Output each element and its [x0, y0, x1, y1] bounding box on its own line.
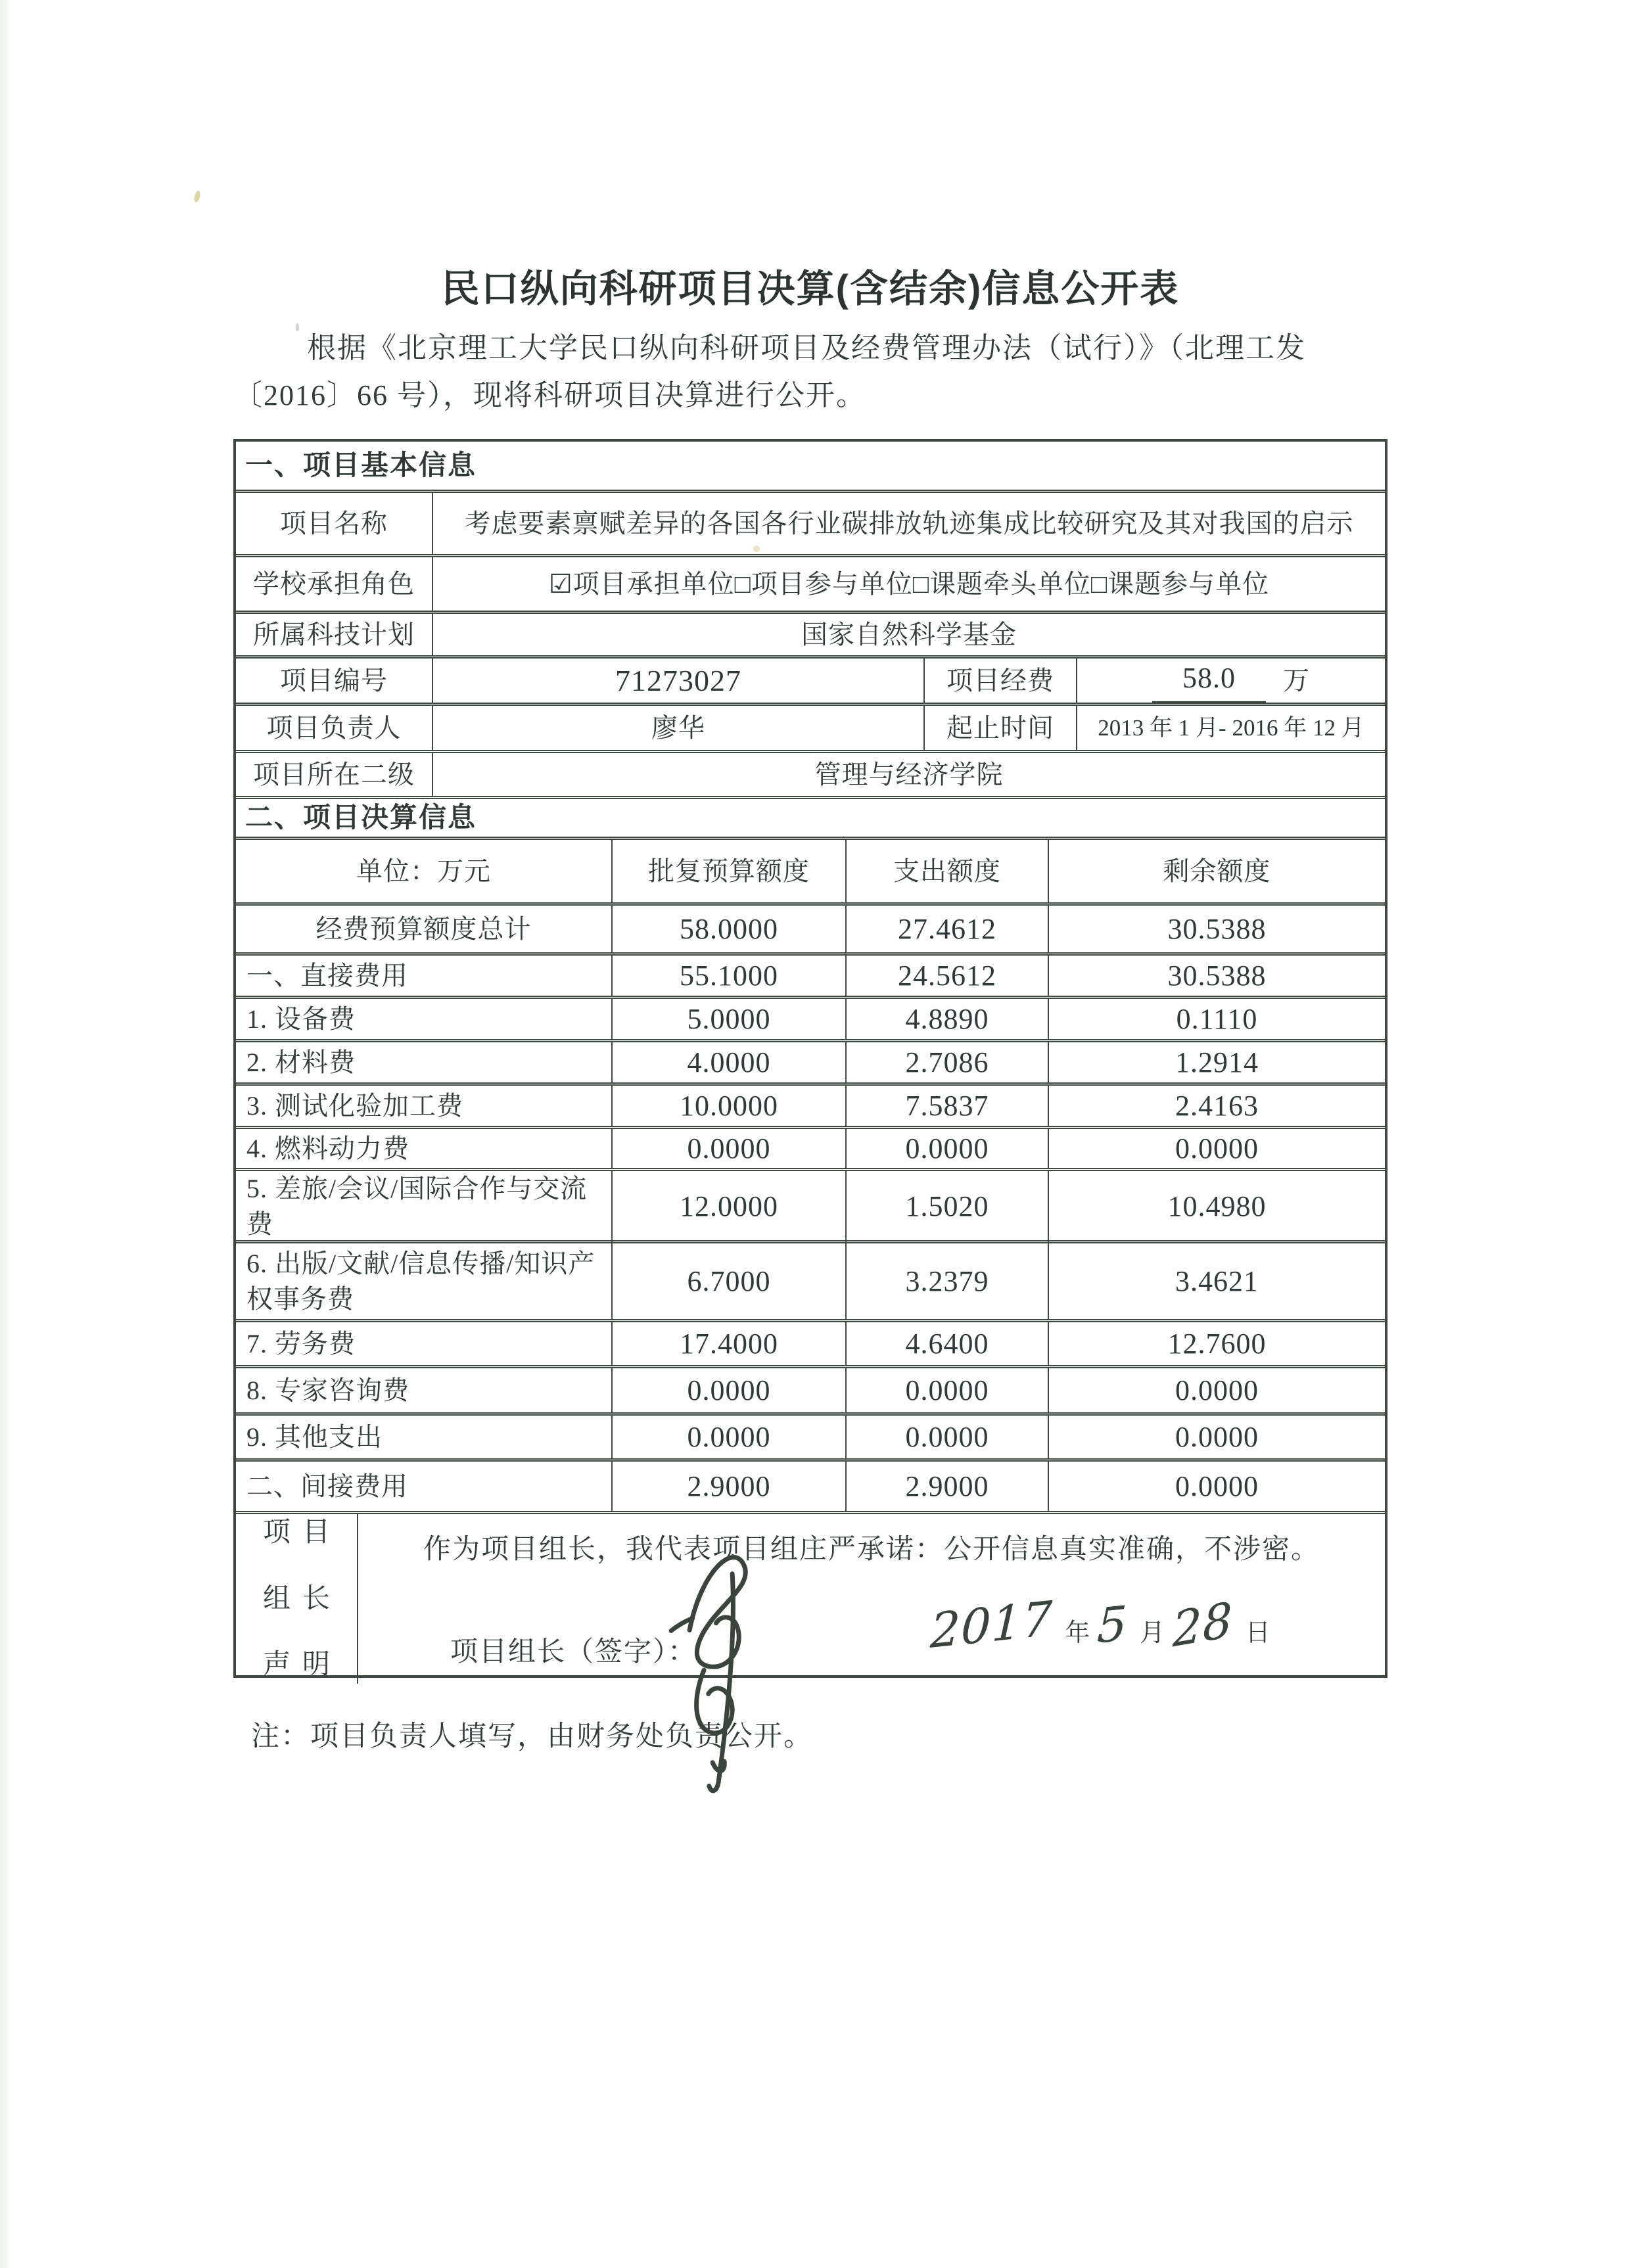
funding-amount: 58.0	[1152, 659, 1266, 703]
department-label: 项目所在二级	[236, 753, 433, 796]
budget-remaining-value: 30.5388	[1167, 912, 1267, 945]
intro-line-1: 根据《北京理工大学民口纵向科研项目及经费管理办法（试行）》（北理工发	[307, 332, 1306, 364]
funding-label: 项目经费	[925, 659, 1077, 703]
budget-row-materials	[236, 1042, 1385, 1086]
budget-col-approved: 批复预算额度	[613, 840, 847, 902]
declaration-header-line: 项目	[262, 1517, 342, 1548]
funding-value	[1077, 659, 1385, 703]
budget-remaining-value: 12.7600	[1167, 1327, 1267, 1360]
budget-row-label: 8. 专家咨询费	[236, 1368, 613, 1412]
program-value: 国家自然科学基金	[801, 619, 1017, 649]
school-role-row	[236, 557, 1385, 614]
budget-col-remaining: 剩余额度	[1163, 856, 1271, 886]
scan-speck	[193, 190, 201, 202]
day-unit: 日	[1245, 1619, 1271, 1647]
budget-spent-value: 24.5612	[847, 956, 1049, 996]
pledge-text: 作为项目组长，我代表项目组庄严承诺：公开信息真实准确，不涉密。	[423, 1535, 1320, 1565]
budget-approved-value: 4.0000	[613, 1042, 847, 1082]
handwritten-date	[929, 1590, 1278, 1659]
project-no-value: 71273027	[433, 659, 925, 703]
budget-spent-value: 2.7086	[847, 1042, 1049, 1082]
budget-row-equipment	[236, 999, 1385, 1042]
budget-remaining-value: 0.0000	[1175, 1132, 1259, 1165]
budget-row-label: 一、直接费用	[236, 956, 613, 996]
budget-remaining-value: 1.2914	[1175, 1046, 1259, 1078]
declaration-header	[236, 1514, 358, 1684]
signature-label: 项目组长（签字）：	[450, 1637, 697, 1667]
leader-value: 廖华	[433, 706, 925, 750]
budget-row-testing	[236, 1086, 1385, 1129]
intro-paragraph	[233, 325, 1364, 419]
budget-row-other	[236, 1416, 1385, 1462]
school-role-label: 学校承担角色	[236, 557, 433, 611]
budget-col-spent: 支出额度	[847, 840, 1049, 902]
project-name-label: 项目名称	[236, 493, 433, 554]
year-unit: 年	[1065, 1619, 1091, 1647]
budget-approved-value: 17.4000	[613, 1322, 847, 1365]
form-table	[233, 439, 1387, 1678]
declaration-header-line: 声明	[262, 1650, 342, 1680]
budget-spent-value: 0.0000	[847, 1416, 1049, 1458]
budget-approved-value: 6.7000	[613, 1243, 847, 1319]
department-row	[236, 753, 1385, 799]
budget-remaining-value: 10.4980	[1167, 1190, 1267, 1223]
period-label: 起止时间	[925, 706, 1077, 750]
budget-approved-value: 58.0000	[613, 906, 847, 952]
budget-row-labor	[236, 1322, 1385, 1368]
budget-row-label: 经费预算额度总计	[236, 906, 613, 952]
basic-info-section-header-row	[236, 442, 1385, 493]
budget-approved-value: 5.0000	[613, 999, 847, 1039]
budget-approved-value: 10.0000	[613, 1086, 847, 1126]
budget-row-direct	[236, 956, 1385, 999]
project-no-funding-row	[236, 659, 1385, 706]
budget-section-header-row	[236, 799, 1385, 840]
handwritten-month: 5	[1096, 1595, 1129, 1654]
budget-row-travel	[236, 1171, 1385, 1243]
project-no-label: 项目编号	[236, 659, 433, 703]
budget-row-label: 9. 其他支出	[236, 1416, 613, 1458]
budget-approved-value: 2.9000	[613, 1462, 847, 1511]
budget-row-label: 二、间接费用	[236, 1462, 613, 1511]
basic-info-section-title: 一、项目基本信息	[245, 450, 477, 481]
project-name-row	[236, 493, 1385, 557]
declaration-row	[236, 1514, 1385, 1680]
program-row	[236, 614, 1385, 659]
program-label: 所属科技计划	[236, 614, 433, 655]
budget-col-unit: 单位：万元	[236, 840, 613, 902]
budget-approved-value: 0.0000	[613, 1368, 847, 1412]
budget-spent-value: 4.8890	[847, 999, 1049, 1039]
funding-unit: 万	[1283, 666, 1310, 696]
budget-remaining-value: 0.0000	[1175, 1374, 1259, 1406]
budget-row-label: 1. 设备费	[236, 999, 613, 1039]
project-name-value: 考虑要素禀赋差异的各国各行业碳排放轨迹集成比较研究及其对我国的启示	[464, 508, 1354, 538]
budget-remaining-value: 30.5388	[1167, 959, 1267, 992]
budget-section-title: 二、项目决算信息	[245, 802, 477, 833]
budget-remaining-value: 3.4621	[1175, 1264, 1259, 1297]
budget-approved-value: 12.0000	[613, 1171, 847, 1242]
budget-spent-value: 0.0000	[847, 1368, 1049, 1412]
budget-remaining-value: 0.0000	[1175, 1470, 1259, 1502]
budget-row-label: 5. 差旅/会议/国际合作与交流费	[236, 1171, 613, 1242]
scan-edge-tint	[0, 0, 11, 2268]
school-role-options: ☑项目承担单位□项目参与单位□课题牵头单位□课题参与单位	[548, 568, 1270, 599]
handwritten-year: 2017	[929, 1590, 1054, 1659]
period-value: 2013 年 1 月- 2016 年 12 月	[1098, 714, 1364, 741]
handwritten-day: 28	[1172, 1591, 1233, 1658]
budget-row-publication	[236, 1243, 1385, 1322]
department-value: 管理与经济学院	[814, 759, 1004, 789]
budget-spent-value: 3.2379	[847, 1243, 1049, 1319]
budget-remaining-value: 2.4163	[1175, 1089, 1259, 1122]
budget-remaining-value: 0.1110	[1176, 1002, 1258, 1035]
budget-row-label: 2. 材料费	[236, 1042, 613, 1082]
budget-row-label: 3. 测试化验加工费	[236, 1086, 613, 1126]
budget-spent-value: 4.6400	[847, 1322, 1049, 1365]
form-title: 民口纵向科研项目决算(含结余)信息公开表	[441, 267, 1180, 310]
declaration-header-line: 组长	[262, 1583, 342, 1614]
leader-period-row	[236, 706, 1385, 753]
budget-row-indirect	[236, 1462, 1385, 1514]
budget-approved-value: 0.0000	[613, 1129, 847, 1168]
budget-row-total	[236, 906, 1385, 956]
budget-row-fuel	[236, 1129, 1385, 1171]
budget-approved-value: 0.0000	[613, 1416, 847, 1458]
intro-line-2: 〔2016〕66 号），现将科研项目决算进行公开。	[233, 379, 866, 411]
budget-column-header-row	[236, 840, 1385, 906]
budget-spent-value: 2.9000	[847, 1462, 1049, 1511]
budget-spent-value: 1.5020	[847, 1171, 1049, 1242]
declaration-body	[358, 1514, 1385, 1684]
budget-spent-value: 7.5837	[847, 1086, 1049, 1126]
budget-remaining-value: 0.0000	[1175, 1420, 1259, 1453]
footnote: 注：项目负责人填写，由财务处负责公开。	[251, 1721, 813, 1752]
budget-row-label: 7. 劳务费	[236, 1322, 613, 1365]
budget-spent-value: 0.0000	[847, 1129, 1049, 1168]
month-unit: 月	[1140, 1619, 1166, 1647]
budget-approved-value: 55.1000	[613, 956, 847, 996]
budget-row-consulting	[236, 1368, 1385, 1416]
budget-spent-value: 27.4612	[847, 906, 1049, 952]
leader-label: 项目负责人	[236, 706, 433, 750]
budget-row-label: 6. 出版/文献/信息传播/知识产权事务费	[236, 1243, 613, 1319]
budget-row-label: 4. 燃料动力费	[236, 1129, 613, 1168]
